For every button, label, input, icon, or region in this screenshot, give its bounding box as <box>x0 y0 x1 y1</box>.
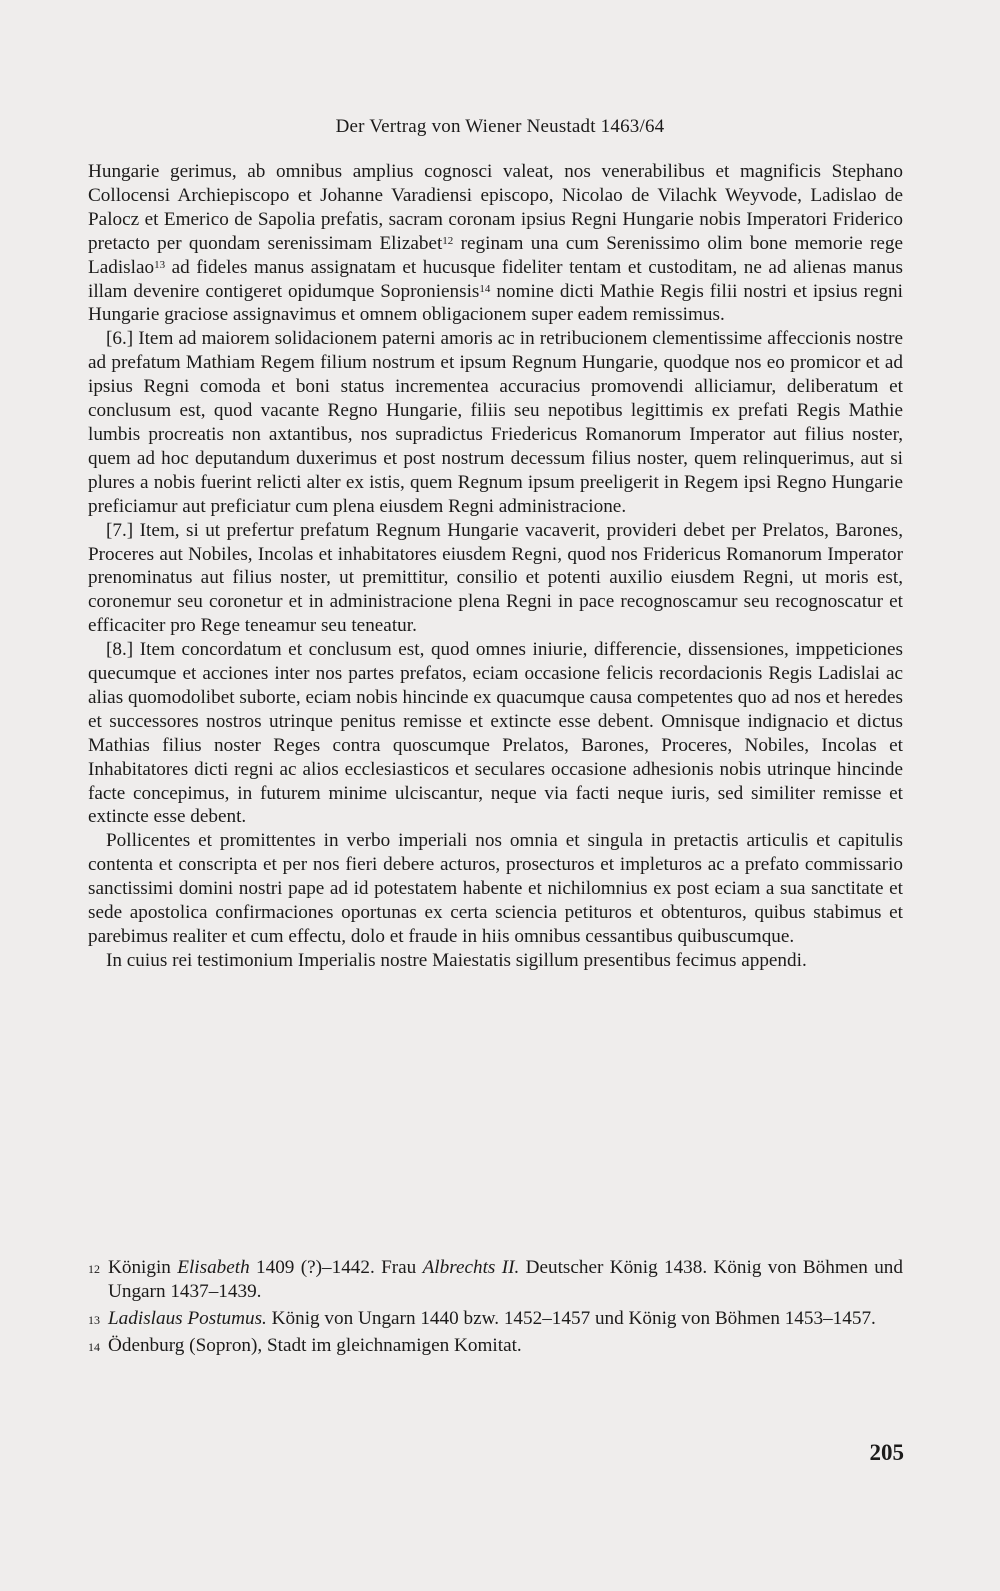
paragraph-testimonium: In cuius rei testimonium Imperialis nostre Maiestatis sigillum presentibus fecimus appendi. <box>106 949 807 971</box>
paragraph-article-7: [7.] Item, si ut prefertur prefatum Regnum Hungarie vacaverit, provideri debet per Prelatos, Barones, Proceres aut Nobiles, Incolas et inhabitatores eiusdem Regni, quod nos Fridericus Romanorum Imperator prenominatus aut filius noster, ut premittitur, consilio et potenti auxilio eiusdem Regni, ut moris est, coronemur seu coronetur et in administracione plena Regni in pace recognoscamur seu recognoscatur et efficaciter pro Rege teneamur seu teneatur. <box>88 519 903 637</box>
footnote-14-text: Ödenburg (Sopron), Stadt im gleichnamigen Komitat. <box>108 1335 522 1356</box>
footnote-13-italic: Ladislaus Postumus. <box>108 1308 267 1329</box>
paragraph-1 <box>88 160 903 327</box>
page-number: 205 <box>869 1440 904 1465</box>
paragraph-1-text-a: Hungarie gerimus, ab omnibus amplius cognosci valeat, nos venerabilibus et magnificis Stephano Collocensi Archiepiscopo et Johanne Varadiensi episcopo, Nicolao de Vilachk Weyvode, Ladislao de Palocz et Emerico de Sapolia prefatis, sacram coronam ipsius Regni Hungarie nobis Imperatori Friderico pretacto per quondam serenissimam Elizabet <box>88 161 903 254</box>
running-header: Der Vertrag von Wiener Neustadt 1463/64 <box>335 116 665 137</box>
footnote-12-number: 12 <box>88 1262 100 1276</box>
footnote-14 <box>88 1334 903 1358</box>
paragraph-article-8: [8.] Item concordatum et conclusum est, quod omnes iniurie, differencie, dissensiones, imppeticiones quecumque et acciones inter nos partes prefatos, eciam occasione felicis recordacionis Regis Ladislai ac alias quomodolibet suborte, eciam nobis hincinde ex quacumque causa competentes quo ad nos et heredes et successores nostros utrinque penitus remisse et extincte esse debent. Omnisque indignacio et dictus Mathias filius noster Reges contra quoscumque Prelatos, Barones, Proceres, Nobiles, Incolas et Inhabitatores dicti regni ac alios ecclesiasticos et seculares occasione adhesionis nobis utrinque hincinde facte concepimus, in futurem minime ulciscantur, neque via facti neque iuris, sed similiter remisse et extincte esse debent. <box>88 639 903 828</box>
paragraph-article-6: [6.] Item ad maiorem solidacionem paterni amoris ac in retribucionem clementissime affeccionis nostre ad prefatum Mathiam Regem filium nostrum et ipsum Regnum Hungarie, quodque nos eo promicor et ad ipsius Regni comoda et boni status incrementea accuracius promovendi alliciamur, deliberatum et conclusum est, quod vacante Regno Hungarie, filiis seu nepotibus legittimis ex prefati Regis Mathie lumbis procreatis non axtantibus, nos supradictus Friedericus Romanorum Imperator aut filius noster, quem ad hoc deputandum duxerimus et post nostrum decessum filius noster, quem relinquerimus, aut si plures a nobis fuerint relicti alter ex istis, quem Regnum ipsum preeligerit in Regem ipsi Regno Hungarie preficiamur aut preficiatur cum plena eiusdem Regni administracione. <box>88 328 903 517</box>
footnote-12-text-b: 1409 (?)–1442. Frau <box>249 1257 423 1278</box>
footnote-12-text-c: Deutscher König 1438. König von Böhmen und Ungarn 1437–1439. <box>108 1257 903 1302</box>
footnote-12-italic-2: Albrechts II. <box>422 1257 520 1278</box>
footnote-ref-13: 13 <box>154 258 166 271</box>
paragraph-pollicentes: Pollicentes et promittentes in verbo imperiali nos omnia et singula in pretactis articulis et capitulis contenta et conscripta et per nos fieri debere acturos, prosecturos et impleturos ac a prefato commissario sanctissimi domini nostri pape ad id potestatem habente et nichilomnius ex post eciam a sua sanctitate et sede apostolica confirmaciones oportunas ex certa sciencia petituros et obtenturos, quibus stabimus et parebimus realiter et cum effectu, dolo et fraude in hiis omnibus cessantibus quibuscumque. <box>88 830 903 947</box>
paragraph-1-text-c: ad fideles manus assignatam et hucusque fideliter tentam et custoditam, ne ad alienas manus illam devenire contigeret opidumque Soproniensis <box>88 256 903 302</box>
footnote-12 <box>88 1256 903 1304</box>
paragraph-1-text-b: reginam una cum Serenissimo olim bone memorie rege Ladislao <box>88 232 903 278</box>
footnote-12-italic-1: Elisabeth <box>177 1257 250 1278</box>
footnote-13-number: 13 <box>88 1313 100 1327</box>
main-text <box>88 160 903 973</box>
paragraph-1-text-d: nomine dicti Mathie Regis filii nostri et ipsius regni Hungarie graciose assignavimus et omnem obligacionem super eadem remissimus. <box>88 280 903 326</box>
footnote-13 <box>88 1307 903 1331</box>
footnotes <box>88 1256 903 1358</box>
footnote-14-number: 14 <box>88 1340 100 1354</box>
footnote-ref-14: 14 <box>479 282 491 295</box>
footnote-ref-12: 12 <box>442 234 454 247</box>
footnote-12-text-a: Königin <box>108 1257 178 1278</box>
footnote-13-text: König von Ungarn 1440 bzw. 1452–1457 und König von Böhmen 1453–1457. <box>266 1308 876 1329</box>
